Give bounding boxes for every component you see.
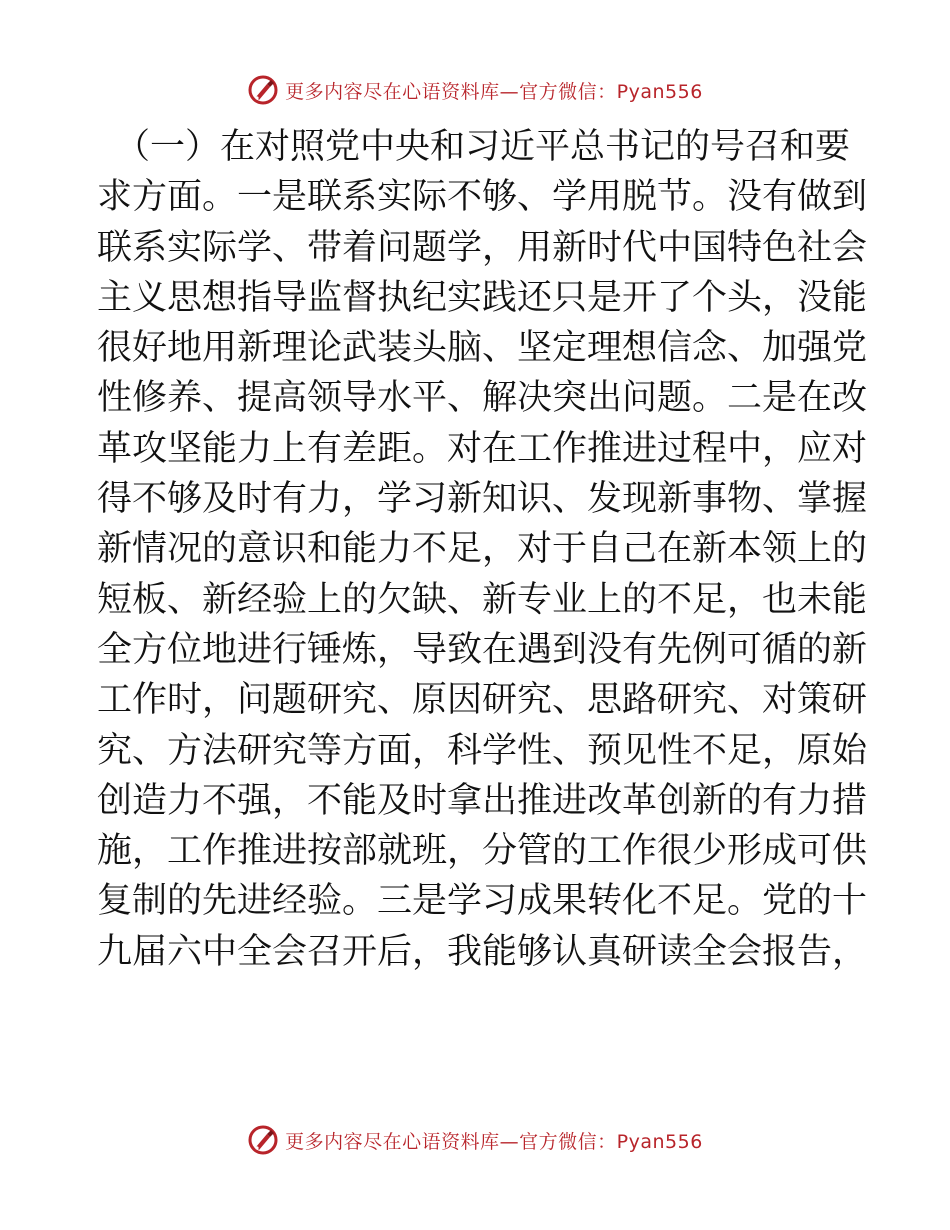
text-line: 很好地用新理论武装头脑、坚定理想信念、加强党 bbox=[97, 328, 868, 369]
text-line: 九届六中全会召开后，我能够认真研读全会报告， bbox=[97, 931, 868, 972]
text-line: 革攻坚能力上有差距。对在工作推进过程中，应对 bbox=[97, 428, 868, 469]
pen-seal-icon bbox=[247, 74, 279, 106]
text-line: 求方面。一是联系实际不够、学用脱节。没有做到 bbox=[97, 177, 868, 218]
text-line: 主义思想指导监督执纪实践还只是开了个头，没能 bbox=[97, 277, 868, 318]
text-line: 短板、新经验上的欠缺、新专业上的不足，也未能 bbox=[97, 579, 868, 620]
document-body bbox=[97, 122, 868, 977]
footer-watermark bbox=[0, 1122, 950, 1158]
text-line: 工作时，问题研究、原因研究、思路研究、对策研 bbox=[97, 680, 868, 721]
text-line: 得不够及时有力，学习新知识、发现新事物、掌握 bbox=[97, 479, 868, 520]
text-line: 施，工作推进按部就班，分管的工作很少形成可供 bbox=[97, 831, 868, 872]
text-line: 创造力不强，不能及时拿出推进改革创新的有力措 bbox=[97, 780, 868, 821]
text-line: 性修养、提高领导水平、解决突出问题。二是在改 bbox=[97, 378, 868, 419]
text-line: 究、方法研究等方面，科学性、预见性不足，原始 bbox=[97, 730, 868, 771]
text-line: 全方位地进行锤炼，导致在遇到没有先例可循的新 bbox=[97, 629, 868, 670]
text-line: 新情况的意识和能力不足，对于自己在新本领上的 bbox=[97, 529, 868, 570]
text-line: 复制的先进经验。三是学习成果转化不足。党的十 bbox=[97, 881, 868, 922]
header-watermark bbox=[0, 72, 950, 108]
watermark-text: 更多内容尽在心语资料库—官方微信：Pyan556 bbox=[285, 1130, 703, 1153]
pen-seal-icon bbox=[247, 1124, 279, 1156]
watermark-text: 更多内容尽在心语资料库—官方微信：Pyan556 bbox=[285, 80, 703, 103]
text-line: （一）在对照党中央和习近平总书记的号召和要 bbox=[115, 127, 851, 167]
text-line: 联系实际学、带着问题学，用新时代中国特色社会 bbox=[97, 227, 868, 268]
